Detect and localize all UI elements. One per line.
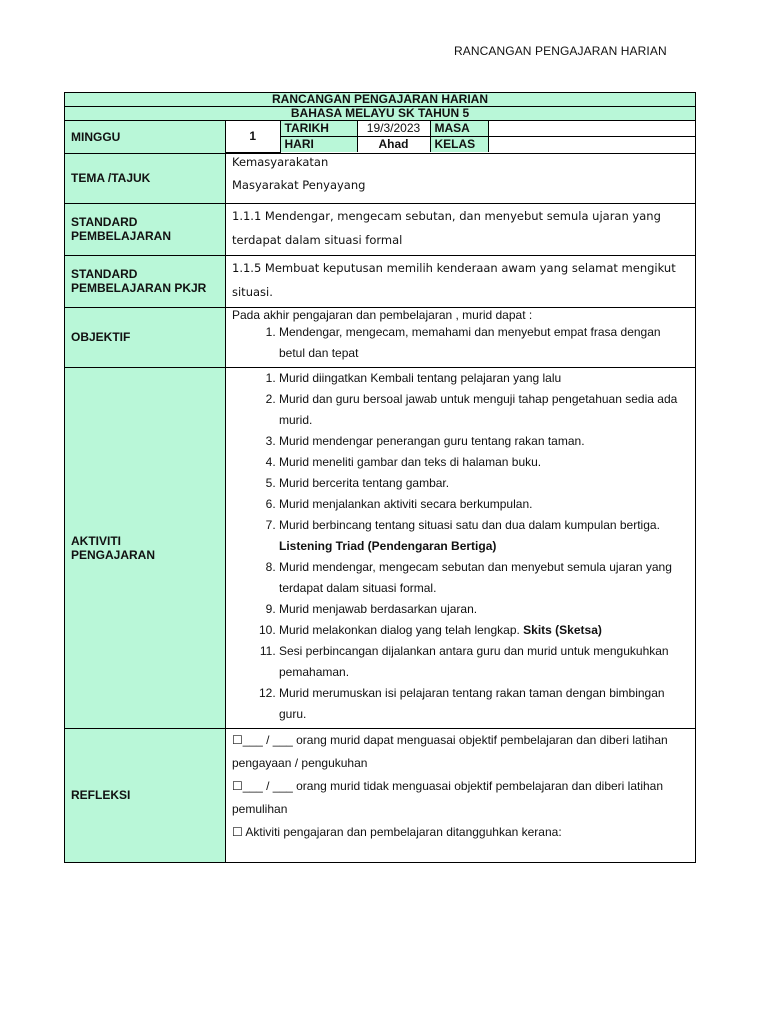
aktiviti-content (226, 367, 696, 728)
refleksi-line3: ☐ Aktiviti pengajaran dan pembelajaran ditangguhkan kerana: (232, 824, 562, 839)
list-item: 8. Murid mendengar, mengecam sebutan dan menyebut semula ujaran yang terdapat dalam situasi formal. (279, 557, 689, 599)
sp-label-line1: STANDARD (71, 215, 138, 229)
aktiviti-label-line2: PENGAJARAN (71, 547, 156, 562)
minggu-label: MINGGU (65, 121, 226, 154)
minggu-value: 1 (226, 121, 280, 152)
tema-content (226, 153, 696, 203)
list-item: 7. Murid berbincang tentang situasi satu dan dua dalam kumpulan bertiga. Listening Triad (Pendengaran Bertiga) (279, 515, 689, 557)
pkjr-text: 1.1.5 Membuat keputusan memilih kenderaan awam yang selamat mengikut situasi. (232, 260, 676, 299)
tarikh-value: 19/3/2023 (357, 121, 430, 137)
masa-label: MASA (430, 121, 488, 137)
list-item: 12. Murid merumuskan isi pelajaran tentang rakan taman dengan bimbingan guru. (279, 683, 689, 725)
lesson-plan-table (64, 92, 696, 863)
hari-label: HARI (280, 137, 357, 153)
list-item: 2. Murid dan guru bersoal jawab untuk menguji tahap pengetahuan sedia ada murid. (279, 389, 689, 431)
masa-value (488, 121, 695, 137)
kelas-label: KELAS (430, 137, 488, 153)
list-item: 10. Murid melakonkan dialog yang telah lengkap. Skits (Sketsa) (279, 620, 689, 641)
tema-line1: Kemasyarakatan (232, 154, 329, 169)
hari-value: Ahad (357, 137, 430, 153)
pkjr-label (65, 255, 226, 307)
aktiviti-label-line1: AKTIVITI (71, 533, 121, 548)
objektif-label: OBJEKTIF (65, 307, 226, 367)
sp-label-line2: PEMBELAJARAN (71, 229, 172, 243)
tarikh-label: TARIKH (280, 121, 357, 137)
kelas-value (488, 137, 695, 153)
objektif-content (226, 307, 696, 367)
refleksi-line2: ☐___ / ___ orang murid tidak menguasai objektif pembelajaran dan diberi latihan pemulihan (232, 778, 664, 816)
pkjr-content (226, 255, 696, 307)
tema-line2: Masyarakat Penyayang (232, 177, 366, 192)
list-item: 1. Murid diingatkan Kembali tentang pelajaran yang lalu (279, 368, 689, 389)
list-item: 4. Murid meneliti gambar dan teks di halaman buku. (279, 452, 689, 473)
list-item: 11. Sesi perbincangan dijalankan antara guru dan murid untuk mengukuhkan pemahaman. (279, 641, 689, 683)
info-grid (226, 121, 695, 153)
refleksi-line1: ☐___ / ___ orang murid dapat menguasai objektif pembelajaran dan diberi latihan pengayaan / pengukuhan (232, 732, 668, 770)
table-title: RANCANGAN PENGAJARAN HARIAN (65, 93, 696, 107)
objektif-intro: Pada akhir pengajaran dan pembelajaran , murid dapat : (232, 307, 533, 322)
aktiviti-label (65, 367, 226, 728)
tema-label: TEMA /TAJUK (65, 153, 226, 203)
sp-content (226, 203, 696, 255)
pkjr-label-line1: STANDARD (71, 267, 138, 281)
sp-text: 1.1.1 Mendengar, mengecam sebutan, dan menyebut semula ujaran yang terdapat dalam situasi formal (232, 208, 661, 247)
refleksi-content (226, 728, 696, 862)
list-item: 3. Murid mendengar penerangan guru tentang rakan taman. (279, 431, 689, 452)
list-item: 9. Murid menjawab berdasarkan ujaran. (279, 599, 689, 620)
aktiviti-list (232, 368, 689, 725)
refleksi-label: REFLEKSI (65, 728, 226, 862)
list-item: 1. Mendengar, mengecam, memahami dan menyebut empat frasa dengan betul dan tepat (279, 322, 689, 364)
list-item: 5. Murid bercerita tentang gambar. (279, 473, 689, 494)
page-header: RANCANGAN PENGAJARAN HARIAN (454, 44, 667, 58)
table-subtitle: BAHASA MELAYU SK TAHUN 5 (65, 107, 696, 121)
pkjr-label-line2: PEMBELAJARAN PKJR (71, 281, 207, 295)
objektif-list (232, 322, 689, 364)
sp-label (65, 203, 226, 255)
list-item: 6. Murid menjalankan aktiviti secara berkumpulan. (279, 494, 689, 515)
